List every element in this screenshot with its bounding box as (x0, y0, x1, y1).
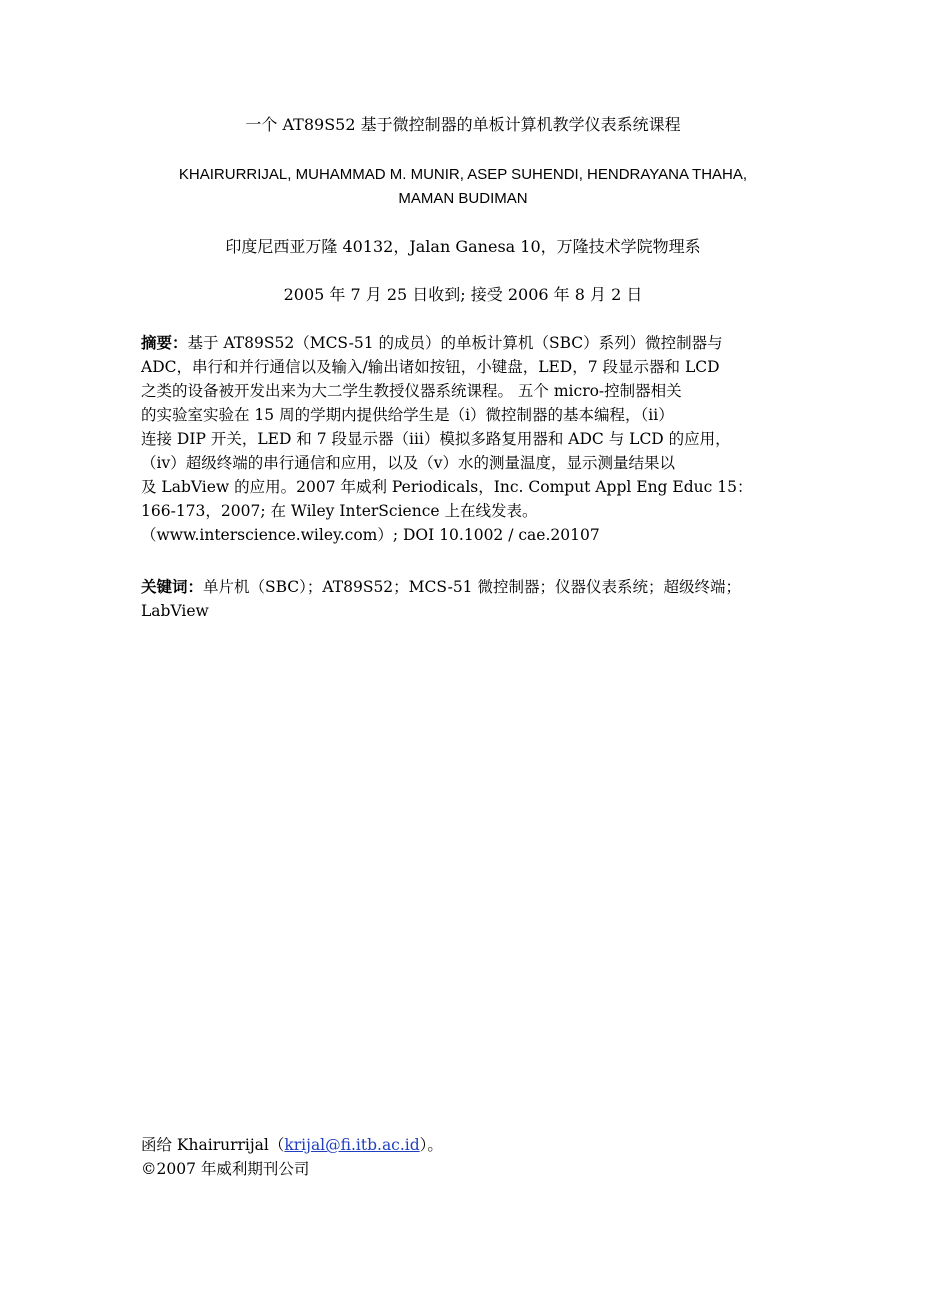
keywords-text: 单片机（SBC）；AT89S52；MCS-51 微控制器；仪器仪表系统；超级终端； (203, 578, 741, 596)
keywords-line-1 (141, 575, 787, 599)
abstract-text: 基于 AT89S52（MCS-51 的成员）的单板计算机（SBC）系列）微控制器与 (187, 334, 723, 352)
abstract-line: 的实验室实验在 15 周的学期内提供给学生是（i）微控制器的基本编程，（ii） (141, 406, 674, 424)
abstract-line: 及 LabView 的应用。2007 年威利 Periodicals，Inc. Comput Appl Eng Educ 15： (141, 478, 753, 496)
abstract-line: ADC，串行和并行通信以及输入/输出诸如按钮，小键盘，LED，7 段显示器和 LCD (141, 358, 720, 376)
keywords-line-2: LabView (141, 602, 209, 620)
abstract-line: 连接 DIP 开关，LED 和 7 段显示器（iii）模拟多路复用器和 ADC 与 LCD 的应用， (141, 430, 731, 448)
copyright-notice: ©2007 年威利期刊公司 (141, 1160, 310, 1178)
author-email-link[interactable]: krijal@fi.itb.ac.id (284, 1136, 420, 1154)
author-list (140, 163, 786, 211)
correspondence-suffix: ）。 (419, 1136, 443, 1154)
correspondence-note (141, 1133, 787, 1157)
received-accepted-dates: 2005 年 7 月 25 日收到; 接受 2006 年 8 月 2 日 (283, 285, 643, 304)
footnote (141, 1133, 787, 1181)
author-list-line-1: KHAIRURRIJAL, MUHAMMAD M. MUNIR, ASEP SUHENDI, HENDRAYANA THAHA, (178, 166, 748, 183)
abstract-line: （www.interscience.wiley.com）; DOI 10.1002 / cae.20107 (141, 526, 600, 544)
affiliation: 印度尼西亚万隆 40132，Jalan Ganesa 10，万隆技术学院物理系 (225, 237, 701, 256)
paper-title: 一个 AT89S52 基于微控制器的单板计算机教学仪表系统课程 (245, 115, 681, 134)
abstract-line-1 (141, 331, 787, 355)
abstract-line: 166-173，2007; 在 Wiley InterScience 上在线发表。 (141, 502, 538, 520)
abstract (141, 331, 787, 547)
keywords-label: 关键词： (141, 578, 204, 596)
author-list-line-2: MAMAN BUDIMAN (398, 190, 528, 207)
abstract-line: 之类的设备被开发出来为大二学生教授仪器系统课程。 五个 micro-控制器相关 (141, 382, 682, 400)
abstract-line: （iv）超级终端的串行通信和应用，以及（v）水的测量温度，显示测量结果以 (141, 454, 675, 472)
keywords (141, 575, 787, 623)
abstract-label: 摘要： (141, 334, 188, 352)
correspondence-prefix: 函给 Khairurrijal（ (141, 1136, 285, 1154)
